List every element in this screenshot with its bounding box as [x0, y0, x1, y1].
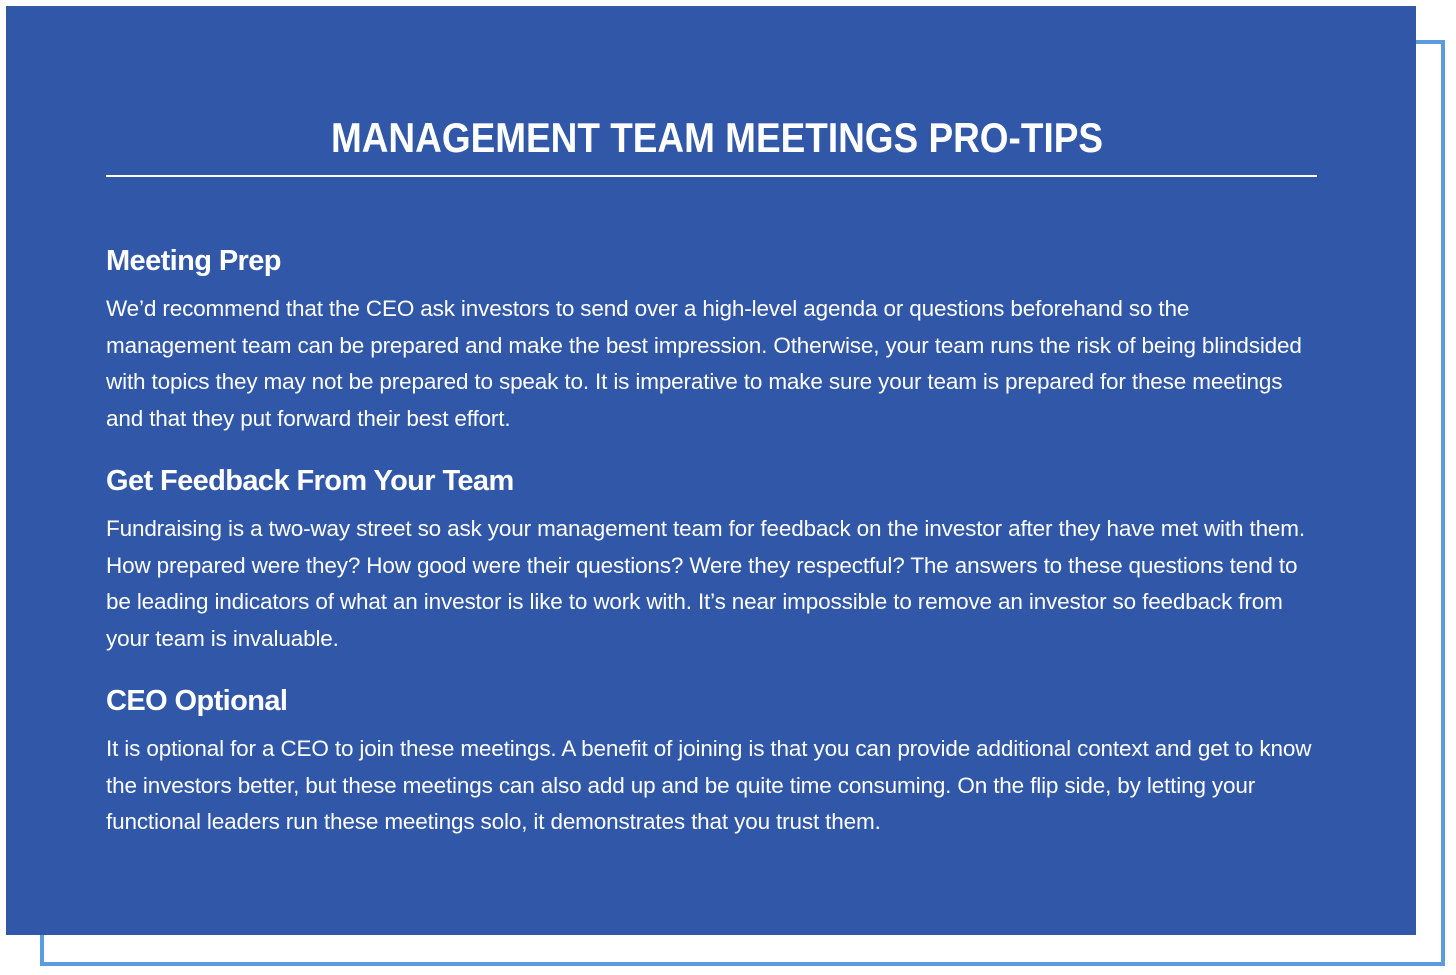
title-divider	[106, 175, 1317, 177]
section-body: It is optional for a CEO to join these meetings. A benefit of joining is that you can provide additional context and get to know the investors better, but these meetings can also add up and be quite time consuming. On the flip side, by letting your functional leaders run these meetings solo, it demonstrates that you trust them.	[106, 736, 1312, 835]
section-heading: CEO Optional	[106, 685, 288, 717]
section-body: Fundraising is a two-way street so ask your management team for feedback on the investor after they have met with them. How prepared were they? How good were their questions? Were they respectful? The answers to these questions tend to be leading indicators of what an investor is like to work with. It’s near impossible to remove an investor so feedback from your team is invaluable.	[106, 516, 1305, 652]
section-meeting-prep	[106, 243, 1324, 438]
section-ceo-optional	[106, 683, 1324, 841]
section-heading: Meeting Prep	[106, 245, 281, 277]
card-title: MANAGEMENT TEAM MEETINGS PRO-TIPS	[330, 114, 1104, 161]
section-get-feedback	[106, 463, 1324, 658]
pro-tips-card	[6, 6, 1416, 935]
section-heading: Get Feedback From Your Team	[106, 465, 514, 497]
section-body: We’d recommend that the CEO ask investors to send over a high-level agenda or questions beforehand so the management team can be prepared and make the best impression. Otherwise, your team runs the risk of being blindsided with topics they may not be prepared to speak to. It is imperative to make sure your team is prepared for these meetings and that they put forward their best effort.	[106, 296, 1302, 432]
